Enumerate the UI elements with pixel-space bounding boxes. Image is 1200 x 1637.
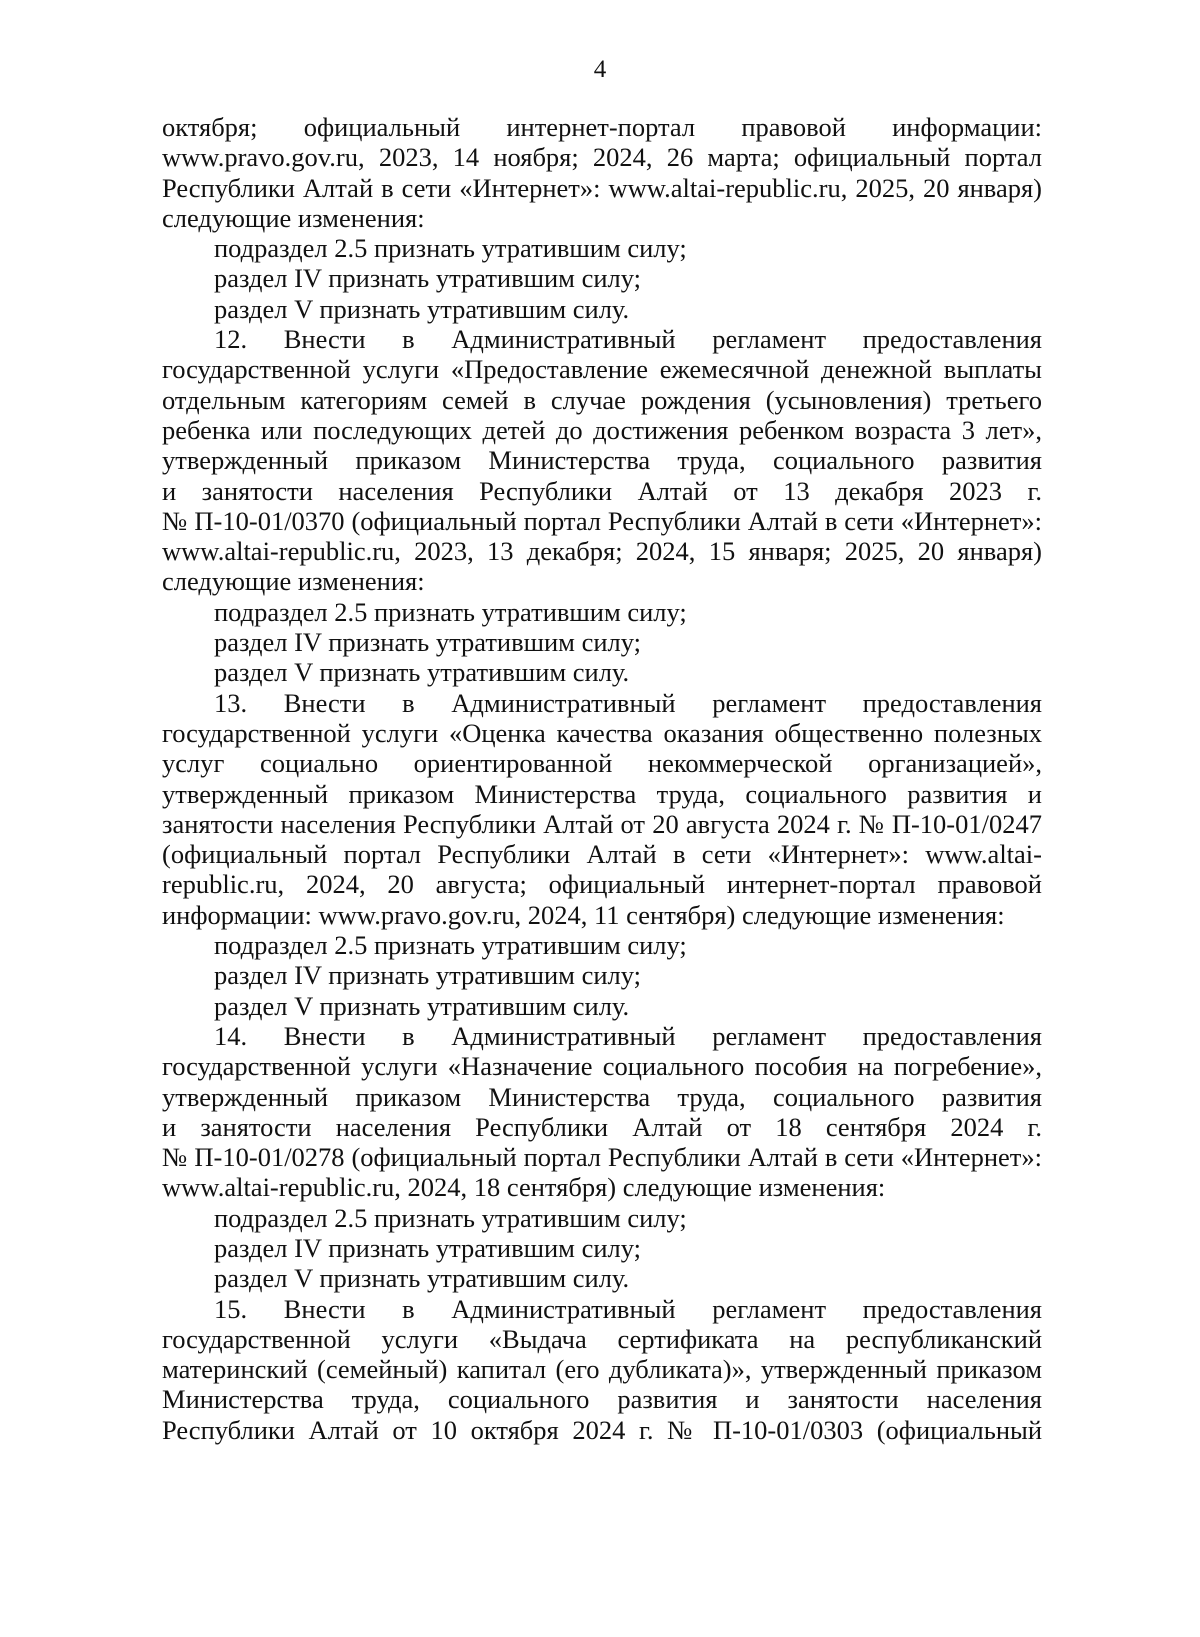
text-line: Министерства труда, социального развития и занятости населения (162, 1384, 1042, 1415)
text-line: раздел IV признать утратившим силу; (214, 1232, 642, 1263)
document-body (162, 112, 1042, 1445)
text-line: октября; официальный интернет-портал правовой информации: (162, 112, 1042, 142)
text-line: государственной услуги «Предоставление ежемесячной денежной выплаты (162, 354, 1042, 385)
text-line: раздел V признать утратившим силу. (214, 293, 630, 324)
text-line: подраздел 2.5 признать утратившим силу; (214, 596, 687, 627)
text-line: раздел V признать утратившим силу. (214, 990, 630, 1021)
text-line: подраздел 2.5 признать утратившим силу; (214, 233, 687, 264)
text-line: следующие изменения: (162, 202, 425, 233)
text-line: № П-10-01/0278 (официальный портал Республики Алтай в сети «Интернет»: (162, 1142, 1042, 1173)
text-line: подраздел 2.5 признать утратившим силу; (214, 930, 687, 961)
text-line: Республики Алтай в сети «Интернет»: www.altai-republic.ru, 2025, 20 января) (162, 172, 1042, 203)
text-line: www.altai-republic.ru, 2024, 18 сентября) следующие изменения: (162, 1172, 886, 1203)
text-line: отдельным категориям семей в случае рождения (усыновления) третьего (162, 384, 1042, 415)
text-line: государственной услуги «Выдача сертификата на республиканский (162, 1323, 1042, 1354)
text-line: подраздел 2.5 признать утратившим силу; (214, 1202, 687, 1233)
text-line: 13. Внести в Административный регламент предоставления (214, 687, 1042, 718)
text-line: republic.ru, 2024, 20 августа; официальный интернет-портал правовой (162, 869, 1042, 900)
text-line: № П-10-01/0370 (официальный портал Республики Алтай в сети «Интернет»: (162, 505, 1042, 536)
text-line: раздел IV признать утратившим силу; (214, 263, 642, 294)
text-line: услуг социально ориентированной некоммерческой организацией», (162, 748, 1042, 779)
text-line: 15. Внести в Административный регламент предоставления (214, 1293, 1042, 1324)
text-line: (официальный портал Республики Алтай в сети «Интернет»: www.altai- (162, 839, 1042, 870)
text-line: и занятости населения Республики Алтай от 18 сентября 2024 г. (162, 1111, 1042, 1142)
text-line: утвержденный приказом Министерства труда, социального развития (162, 445, 1042, 476)
text-line: раздел IV признать утратившим силу; (214, 627, 642, 658)
text-line: государственной услуги «Назначение социального пособия на погребение», (162, 1051, 1042, 1082)
text-line: занятости населения Республики Алтай от 20 августа 2024 г. № П-10-01/0247 (162, 808, 1042, 839)
page-number: 4 (593, 56, 607, 83)
text-line: следующие изменения: (162, 566, 425, 597)
text-line: утвержденный приказом Министерства труда, социального развития и (162, 778, 1042, 809)
text-line: ребенка или последующих детей до достижения ребенком возраста 3 лет», (162, 414, 1042, 445)
text-line: и занятости населения Республики Алтай от 13 декабря 2023 г. (162, 475, 1042, 506)
text-line: раздел V признать утратившим силу. (214, 657, 630, 688)
text-line: Республики Алтай от 10 октября 2024 г. № П-10-01/0303 (официальный (162, 1414, 1042, 1445)
text-line: государственной услуги «Оценка качества оказания общественно полезных (162, 717, 1042, 748)
text-line: раздел V признать утратившим силу. (214, 1263, 630, 1294)
text-line: 14. Внести в Административный регламент предоставления (214, 1020, 1042, 1051)
text-line: www.altai-republic.ru, 2023, 13 декабря; 2024, 15 января; 2025, 20 января) (162, 536, 1042, 567)
text-line: 12. Внести в Административный регламент предоставления (214, 324, 1042, 355)
text-line: информации: www.pravo.gov.ru, 2024, 11 сентября) следующие изменения: (162, 899, 1005, 930)
text-line: раздел IV признать утратившим силу; (214, 960, 642, 991)
text-line: www.pravo.gov.ru, 2023, 14 ноября; 2024, 26 марта; официальный портал (162, 142, 1042, 173)
text-line: материнский (семейный) капитал (его дубликата)», утвержденный приказом (162, 1354, 1042, 1385)
text-line: утвержденный приказом Министерства труда, социального развития (162, 1081, 1042, 1112)
